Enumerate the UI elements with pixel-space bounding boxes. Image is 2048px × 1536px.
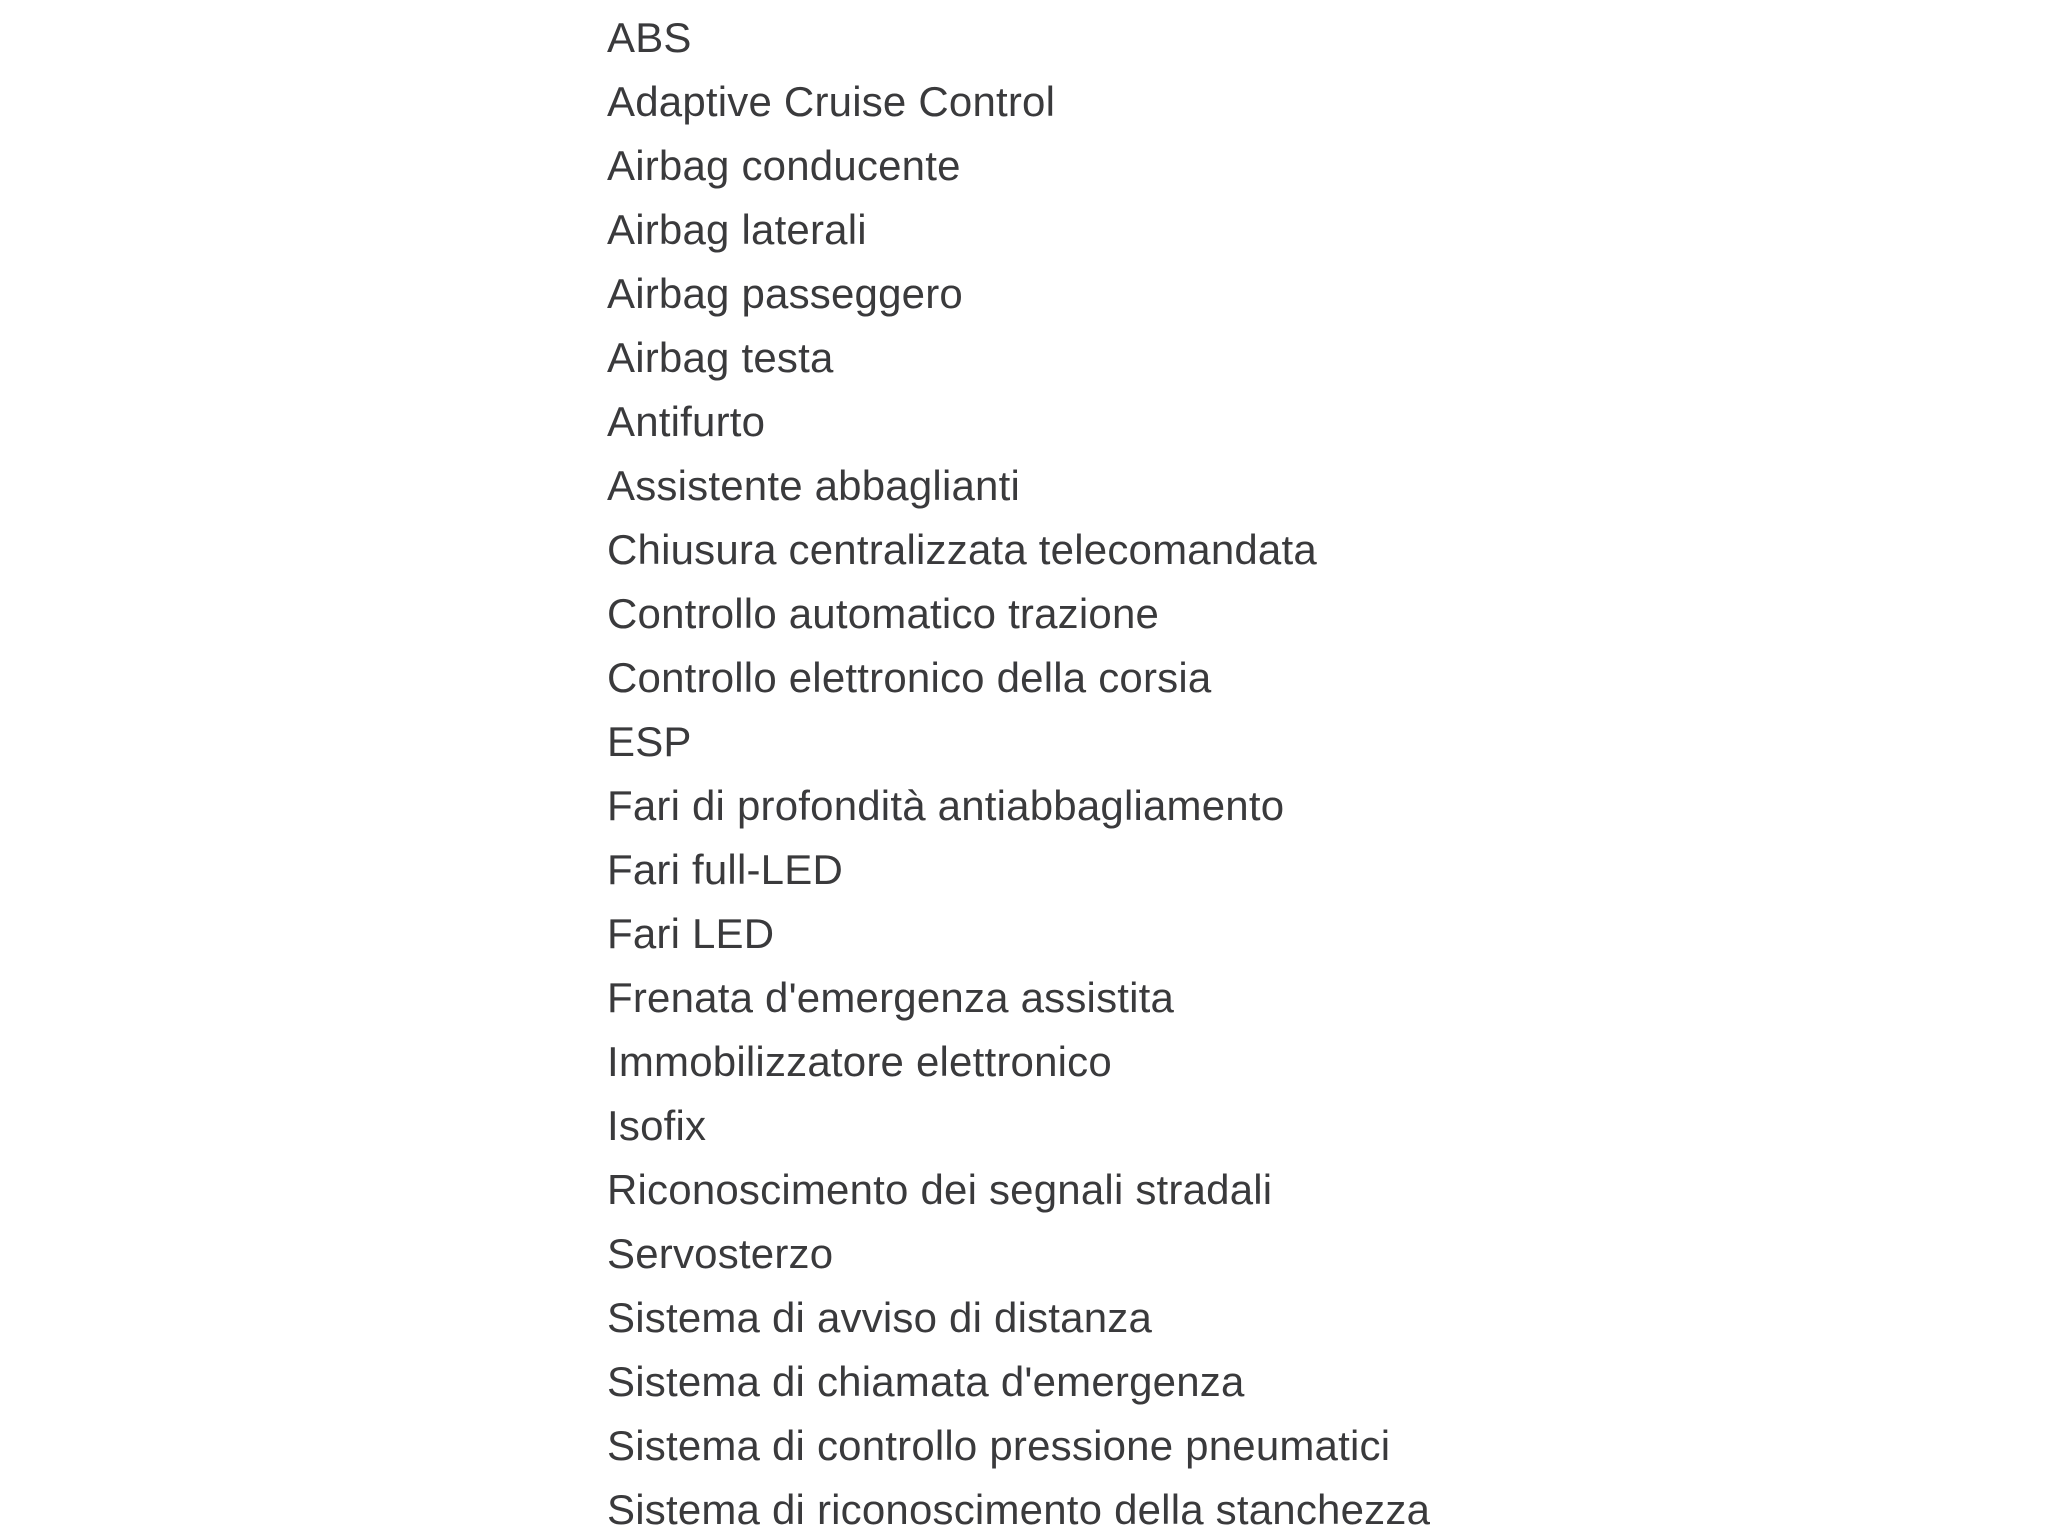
feature-item: Servosterzo <box>607 1230 834 1277</box>
feature-item: Sistema di chiamata d'emergenza <box>607 1358 1245 1405</box>
feature-item: Frenata d'emergenza assistita <box>607 974 1175 1021</box>
feature-item: Controllo automatico trazione <box>607 590 1160 637</box>
feature-item: Airbag conducente <box>607 142 961 189</box>
feature-item: Riconoscimento dei segnali stradali <box>607 1166 1273 1213</box>
feature-item: ABS <box>607 14 692 61</box>
feature-item: Sistema di controllo pressione pneumatici <box>607 1422 1391 1469</box>
feature-item: Airbag passeggero <box>607 270 963 317</box>
feature-item: Fari LED <box>607 910 775 957</box>
feature-item: Antifurto <box>607 398 766 445</box>
feature-item: Adaptive Cruise Control <box>607 78 1056 125</box>
safety-features-list <box>607 6 1707 1536</box>
feature-item: Airbag laterali <box>607 206 867 253</box>
feature-item: Controllo elettronico della corsia <box>607 654 1212 701</box>
feature-item: Sistema di avviso di distanza <box>607 1294 1153 1341</box>
feature-item: ESP <box>607 718 692 765</box>
feature-item: Isofix <box>607 1102 707 1149</box>
feature-item: Assistente abbaglianti <box>607 462 1020 509</box>
feature-item: Fari di profondità antiabbagliamento <box>607 782 1285 829</box>
feature-item: Immobilizzatore elettronico <box>607 1038 1112 1085</box>
feature-item: Chiusura centralizzata telecomandata <box>607 526 1317 573</box>
feature-item: Fari full-LED <box>607 846 843 893</box>
feature-item: Airbag testa <box>607 334 834 381</box>
feature-item: Sistema di riconoscimento della stanchezza <box>607 1486 1431 1533</box>
